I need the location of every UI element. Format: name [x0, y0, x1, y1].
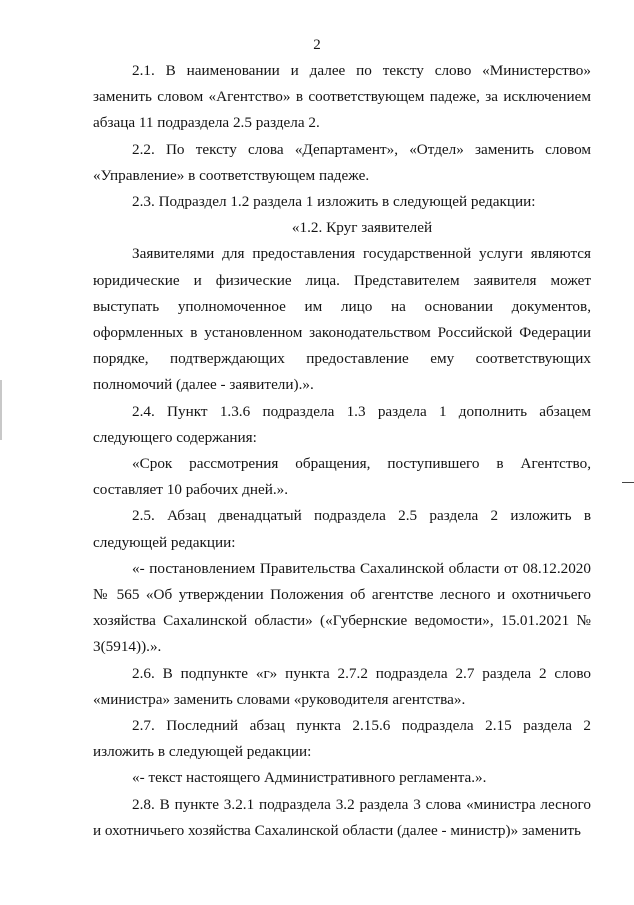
paragraph-2-6: 2.6. В подпункте «г» пункта 2.7.2 подраздела 2.7 раздела 2 слово «министра» заменить словами «руководителя агентства».	[93, 664, 591, 708]
document-body	[93, 58, 591, 844]
paragraph-2-1: 2.1. В наименовании и далее по тексту слово «Министерство» заменить словом «Агентство» в соответствующем падеже, за исключением абзаца 11 подраздела 2.5 раздела 2.	[93, 62, 591, 132]
paragraph-2-8: 2.8. В пункте 3.2.1 подраздела 3.2 раздела 3 слова «министра лесного и охотничьего хозяйства Сахалинской области (далее - министр)» заменить	[93, 795, 591, 839]
paragraph-2-3: 2.3. Подраздел 1.2 раздела 1 изложить в следующей редакции:	[132, 193, 536, 211]
subsection-heading: «1.2. Круг заявителей	[291, 219, 433, 237]
paragraph-2-5: 2.5. Абзац двенадцатый подраздела 2.5 раздела 2 изложить в следующей редакции:	[93, 507, 591, 551]
paragraph-2-7: 2.7. Последний абзац пункта 2.15.6 подраздела 2.15 раздела 2 изложить в следующей редакции:	[93, 717, 591, 761]
paragraph-quote-term: «Срок рассмотрения обращения, поступившего в Агентство, составляет 10 рабочих дней.».	[93, 455, 591, 499]
scan-mark-left	[0, 380, 2, 440]
paragraph-quote-text: «- текст настоящего Административного регламента.».	[132, 769, 487, 787]
paragraph-quote-resolution: «- постановлением Правительства Сахалинской области от 08.12.2020 № 565 «Об утверждении Положения об агентстве лесного и охотничьего хозяйства Сахалинской области» («Губернские ведомости», 15.01.2021 № 3(5914)).».	[93, 559, 591, 656]
paragraph-applicants: Заявителями для предоставления государственной услуги являются юридические и физические лица. Представителем заявителя может выступать уполномоченное им лицо на основании документов, оформленных в установленном законодательством Российской Федерации порядке, подтверждающих предоставление ему соответствующих полномочий (далее - заявители).».	[93, 245, 591, 394]
paragraph-2-4: 2.4. Пункт 1.3.6 подраздела 1.3 раздела 1 дополнить абзацем следующего содержания:	[93, 402, 591, 446]
scan-mark-right	[622, 482, 634, 483]
paragraph-2-2: 2.2. По тексту слова «Департамент», «Отдел» заменить словом «Управление» в соответствующем падеже.	[93, 140, 591, 184]
page-number: 2	[313, 37, 321, 53]
